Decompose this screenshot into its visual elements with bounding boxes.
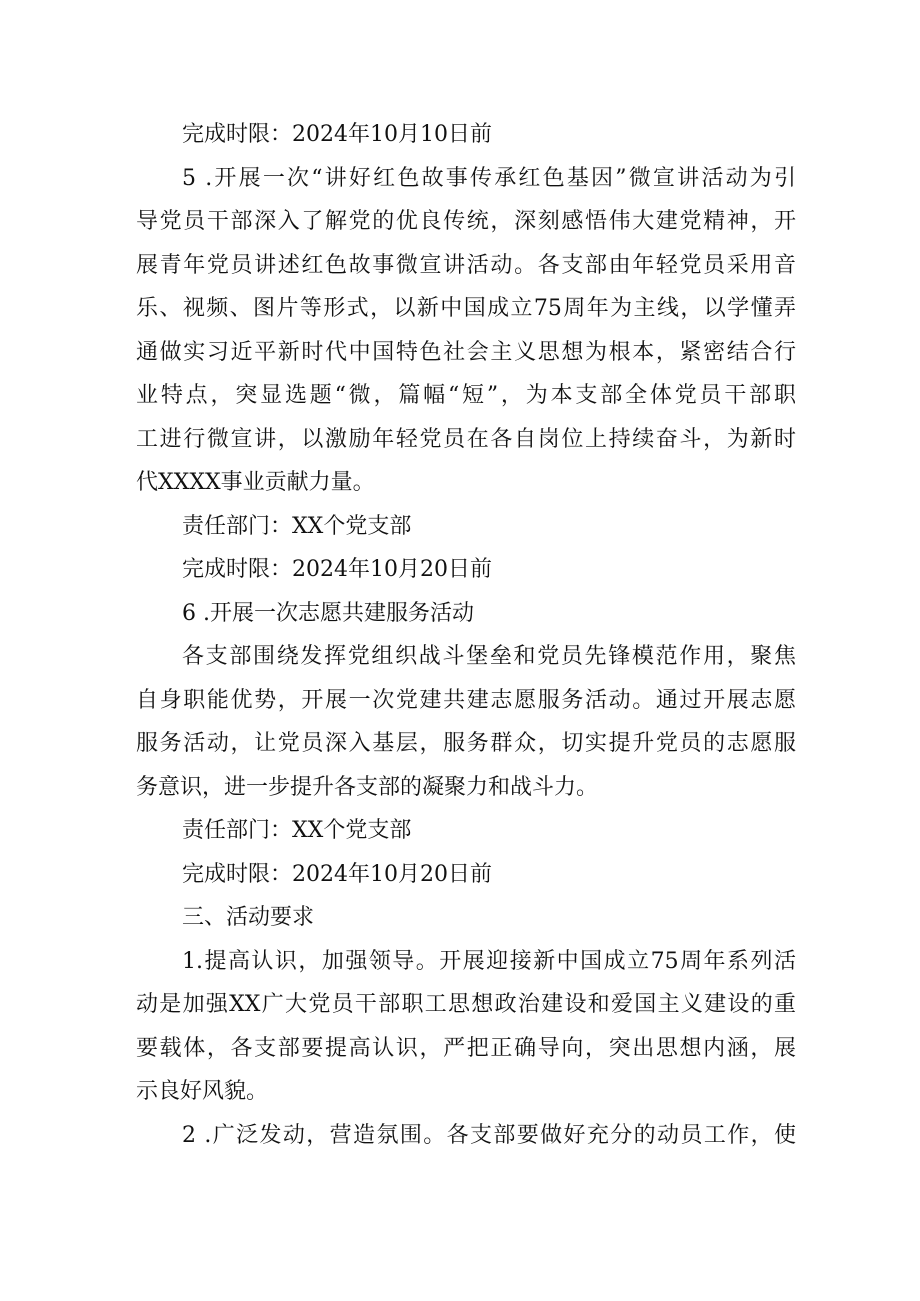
responsible-dept-line-1: 责任部门：XX个党支部 [182, 513, 412, 539]
item-5-heading: 5 .开展一次“讲好红色故事传承红色基因”微宣讲活动为引 [182, 165, 796, 191]
deadline-line-2: 完成时限：2024年10月20日前 [182, 557, 492, 582]
requirement-2-line: 2 .广泛发动，营造氛围。各支部要做好充分的动员工作，使 [182, 1122, 796, 1148]
paragraph-line: 代XXXX事业贡献力量。 [136, 470, 375, 495]
paragraph-line: 通做实习近平新时代中国特色社会主义思想为根本，紧密结合行 [136, 339, 796, 365]
paragraph-line: 业特点，突显选题“微，篇幅“短”，为本支部全体党员干部职 [136, 383, 796, 408]
paragraph-line: 务意识，进一步提升各支部的凝聚力和战斗力。 [136, 774, 599, 800]
deadline-line-1: 完成时限：2024年10月10日前 [182, 122, 492, 147]
paragraph-line: 动是加强XX广大党员干部职工思想政治建设和爱国主义建设的重 [136, 992, 796, 1017]
responsible-dept-line-2: 责任部门：XX个党支部 [182, 818, 412, 843]
section-three-heading: 三、活动要求 [182, 905, 315, 930]
item-6-heading: 6 .开展一次志愿共建服务活动 [182, 600, 474, 626]
paragraph-line: 各支部围绕发挥党组织战斗堡垒和党员先锋模范作用，聚焦 [182, 644, 796, 669]
requirement-1-line: 1.提高认识，加强领导。开展迎接新中国成立75周年系列活 [182, 948, 796, 974]
paragraph-line: 展青年党员讲述红色故事微宣讲活动。各支部由年轻党员采用音 [136, 252, 796, 278]
deadline-line-3: 完成时限：2024年10月20日前 [182, 861, 492, 887]
paragraph-line: 导党员干部深入了解党的优良传统，深刻感悟伟大建党精神，开 [136, 209, 796, 234]
paragraph-line: 自身职能优势，开展一次党建共建志愿服务活动。通过开展志愿 [136, 687, 796, 713]
paragraph-line: 示良好风貌。 [136, 1079, 269, 1104]
paragraph-line: 服务活动，让党员深入基层，服务群众，切实提升党员的志愿服 [136, 731, 796, 756]
paragraph-line: 要载体，各支部要提高认识，严把正确导向，突出思想内涵，展 [136, 1035, 796, 1061]
paragraph-line: 乐、视频、图片等形式，以新中国成立75周年为主线，以学懂弄 [136, 296, 796, 321]
document-body [136, 113, 796, 1157]
paragraph-line: 工进行微宣讲，以激励年轻党员在各自岗位上持续奋斗，为新时 [136, 426, 796, 452]
